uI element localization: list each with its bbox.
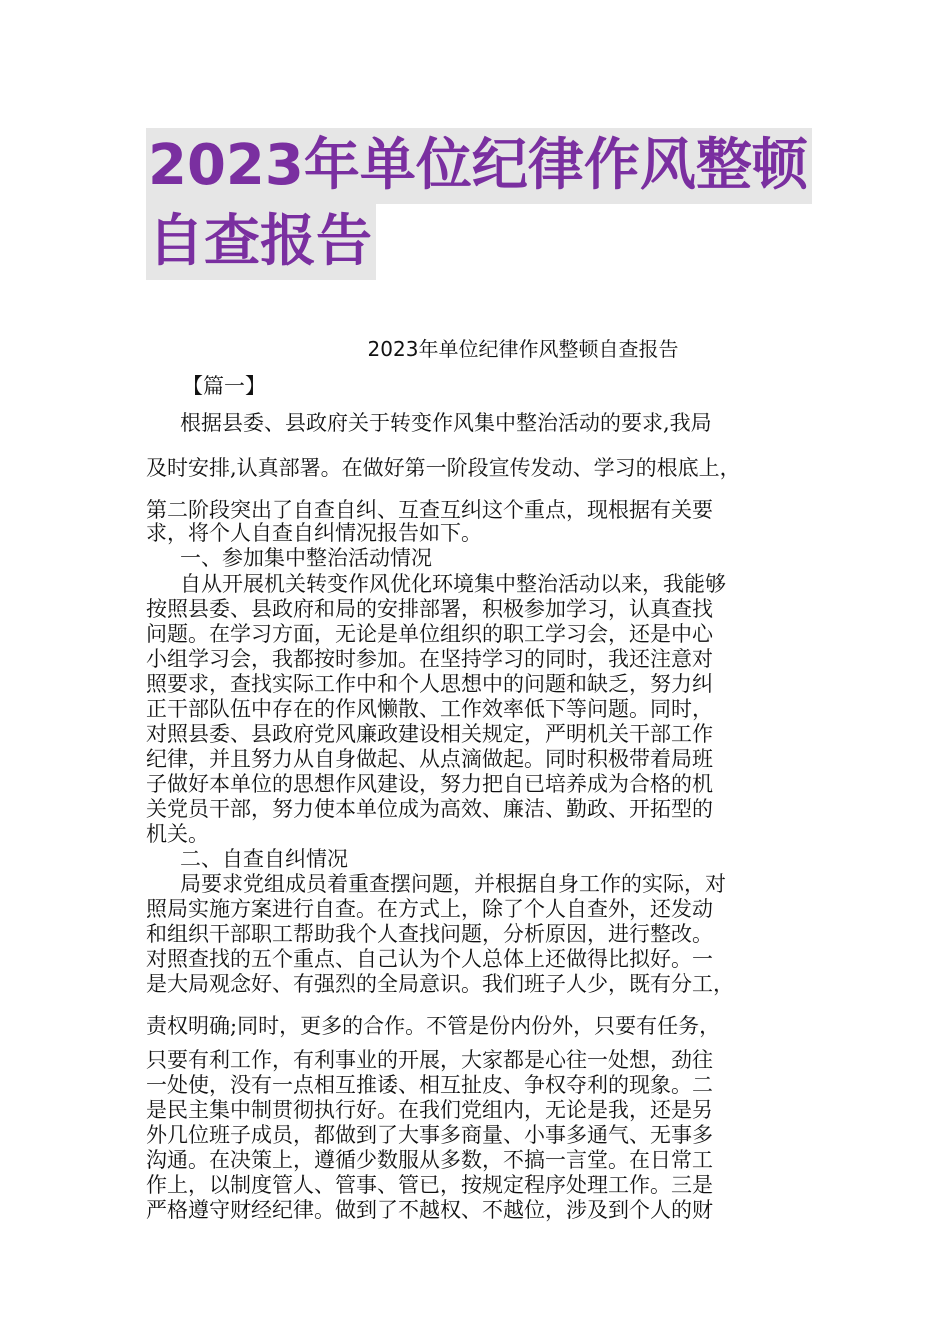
section-heading: 一、参加集中整治活动情况 [180, 546, 432, 570]
section-heading: 二、自查自纠情况 [180, 847, 348, 871]
body-line: 只要有利工作，有利事业的开展，大家都是心往一处想，劲往 [146, 1048, 713, 1072]
body-line: 子做好本单位的思想作风建设，努力把自已培养成为合格的机 [146, 772, 713, 796]
body-line: 一处使，没有一点相互推诿、相互扯皮、争权夺利的现象。二 [146, 1073, 713, 1097]
body-line: 局要求党组成员着重查摆问题，并根据自身工作的实际，对 [180, 872, 726, 896]
title-line-1: 2023年单位纪律作风整顿 [146, 128, 812, 204]
body-line: 责权明确;同时，更多的合作。不管是份内份外，只要有任务， [146, 1014, 721, 1038]
document-title [146, 128, 812, 280]
body-line: 正干部队伍中存在的作风懒散、工作效率低下等问题。同时， [146, 697, 713, 721]
body-line: 第二阶段突出了自查自纠、互查互纠这个重点，现根据有关要 [146, 498, 713, 522]
body-line: 小组学习会，我都按时参加。在坚持学习的同时，我还注意对 [146, 647, 713, 671]
body-line: 对照查找的五个重点、自己认为个人总体上还做得比拟好。一 [146, 947, 713, 971]
body-line: 自从开展机关转变作风优化环境集中整治活动以来，我能够 [180, 572, 726, 596]
body-line: 照局实施方案进行自查。在方式上，除了个人自查外，还发动 [146, 897, 713, 921]
body-line: 及时安排,认真部署。在做好第一阶段宣传发动、学习的根底上， [146, 456, 741, 480]
body-line: 和组织干部职工帮助我个人查找问题，分析原因，进行整改。 [146, 922, 713, 946]
body-line: 作上，以制度管人、管事、管已，按规定程序处理工作。三是 [146, 1173, 713, 1197]
body-line: 对照县委、县政府党风廉政建设相关规定，严明机关干部工作 [146, 722, 713, 746]
title-line-2: 自查报告 [146, 204, 376, 280]
body-line: 机关。 [146, 822, 209, 846]
body-line: 问题。在学习方面，无论是单位组织的职工学习会，还是中心 [146, 622, 713, 646]
body-line: 纪律，并且努力从自身做起、从点滴做起。同时积极带着局班 [146, 747, 713, 771]
section-tag: 【篇一】 [182, 374, 266, 398]
body-line: 外几位班子成员，都做到了大事多商量、小事多通气、无事多 [146, 1123, 713, 1147]
body-line: 照要求，查找实际工作中和个人思想中的问题和缺乏，努力纠 [146, 672, 713, 696]
body-line: 严格遵守财经纪律。做到了不越权、不越位，涉及到个人的财 [146, 1198, 713, 1222]
body-line: 关党员干部，努力使本单位成为高效、廉洁、勤政、开拓型的 [146, 797, 713, 821]
body-line: 是民主集中制贯彻执行好。在我们党组内，无论是我，还是另 [146, 1098, 713, 1122]
body-line: 沟通。在决策上，遵循少数服从多数，不搞一言堂。在日常工 [146, 1148, 713, 1172]
body-line: 求，将个人自查自纠情况报告如下。 [146, 521, 482, 545]
body-line: 是大局观念好、有强烈的全局意识。我们班子人少，既有分工， [146, 972, 734, 996]
document-subtitle: 2023年单位纪律作风整顿自查报告 [367, 337, 679, 361]
body-line: 根据县委、县政府关于转变作风集中整治活动的要求,我局 [180, 411, 712, 435]
body-line: 按照县委、县政府和局的安排部署，积极参加学习，认真查找 [146, 597, 713, 621]
